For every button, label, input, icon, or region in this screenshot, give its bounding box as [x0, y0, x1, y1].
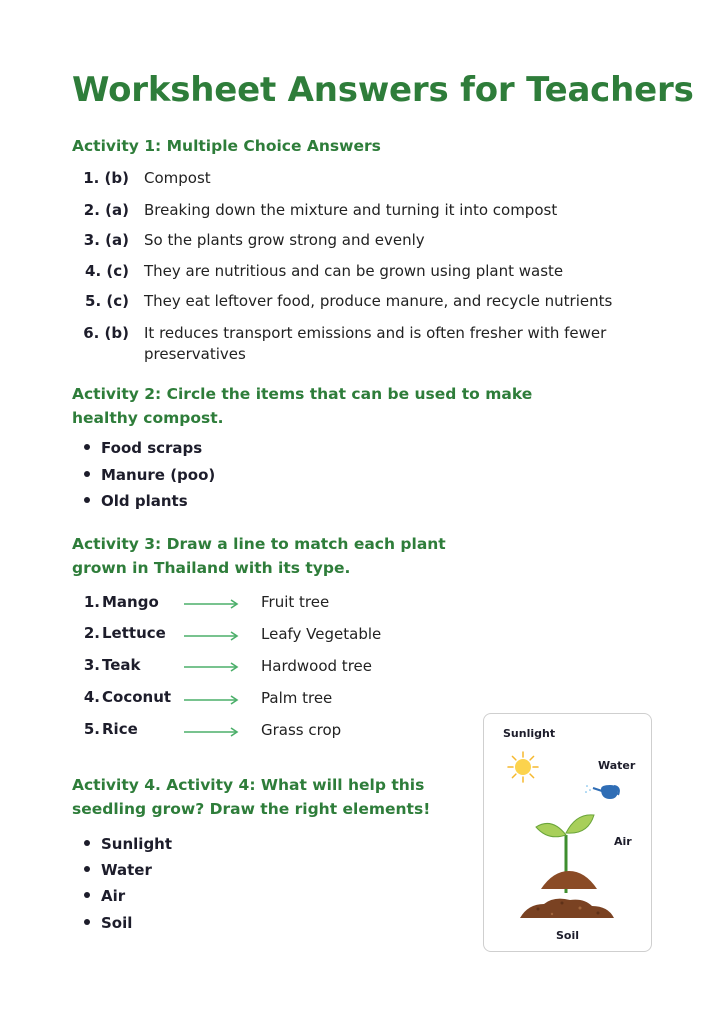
sun-icon [506, 750, 540, 784]
answer-text: They are nutritious and can be grown using plant waste [144, 262, 564, 280]
list-item [84, 835, 172, 853]
list-item-label: Food scraps [101, 439, 203, 457]
bullet-dot [84, 497, 90, 503]
list-item [84, 914, 132, 932]
sunlight-label: Sunlight [503, 727, 556, 740]
answer-number: 6. (b) [83, 324, 129, 342]
arrow-right-icon [183, 630, 239, 642]
answer-number: 5. (c) [85, 292, 129, 310]
match-type: Hardwood tree [261, 657, 372, 675]
air-label: Air [614, 835, 632, 848]
arrow-right-icon [183, 726, 239, 738]
match-plant: Teak [102, 656, 141, 674]
list-item [84, 466, 215, 484]
list-item [84, 439, 202, 457]
match-type: Palm tree [261, 689, 333, 707]
bullet-dot [84, 444, 90, 450]
match-plant: Rice [102, 720, 138, 738]
soil-pile-icon [518, 894, 616, 922]
answer-number: 2. (a) [83, 201, 129, 219]
match-type: Leafy Vegetable [261, 625, 382, 643]
list-item-label: Manure (poo) [101, 466, 216, 484]
match-number: 1. [83, 593, 100, 611]
soil-mound-icon [539, 869, 599, 891]
list-item-label: Soil [101, 914, 133, 932]
match-type: Fruit tree [261, 593, 330, 611]
soil-label: Soil [556, 929, 580, 942]
water-label: Water [598, 759, 636, 772]
match-number: 4. [83, 688, 100, 706]
match-number: 5. [83, 720, 100, 738]
answer-number: 1. (b) [83, 169, 129, 187]
activity4-heading: Activity 4. Activity 4: What will help this seedling grow? Draw the right elements! [72, 776, 431, 818]
bullet-dot [84, 471, 90, 477]
bullet-dot [84, 840, 90, 846]
arrow-right-icon [183, 694, 239, 706]
list-item [84, 887, 125, 905]
activity2-heading: Activity 2: Circle the items that can be used to make healthy compost. [72, 385, 533, 427]
answer-number: 3. (a) [83, 231, 129, 249]
list-item-label: Water [101, 861, 152, 879]
match-number: 3. [83, 656, 100, 674]
match-plant: Mango [102, 593, 159, 611]
match-type: Grass crop [261, 721, 342, 739]
answer-number: 4. (c) [85, 262, 129, 280]
arrow-right-icon [183, 598, 239, 610]
activity3-heading: Activity 3: Draw a line to match each plant grown in Thailand with its type. [72, 535, 446, 577]
match-plant: Lettuce [102, 624, 166, 642]
answer-text: So the plants grow strong and evenly [144, 231, 425, 249]
answer-text: It reduces transport emissions and is often fresher with fewer preservatives [144, 324, 607, 363]
list-item-label: Old plants [101, 492, 188, 510]
list-item-label: Sunlight [101, 835, 173, 853]
seedling-illustration-card [483, 713, 652, 952]
bullet-dot [84, 919, 90, 925]
page-title: Worksheet Answers for Teachers [72, 70, 694, 110]
list-item-label: Air [101, 887, 126, 905]
bullet-dot [84, 892, 90, 898]
watering-can-icon [584, 777, 622, 803]
bullet-dot [84, 866, 90, 872]
list-item [84, 492, 188, 510]
answer-text: They eat leftover food, produce manure, and recycle nutrients [144, 292, 613, 310]
arrow-right-icon [183, 661, 239, 673]
answer-text: Breaking down the mixture and turning it into compost [144, 201, 558, 219]
match-number: 2. [83, 624, 100, 642]
match-plant: Coconut [102, 688, 172, 706]
list-item [84, 861, 152, 879]
activity1-heading: Activity 1: Multiple Choice Answers [72, 137, 381, 155]
answer-text: Compost [144, 169, 211, 187]
